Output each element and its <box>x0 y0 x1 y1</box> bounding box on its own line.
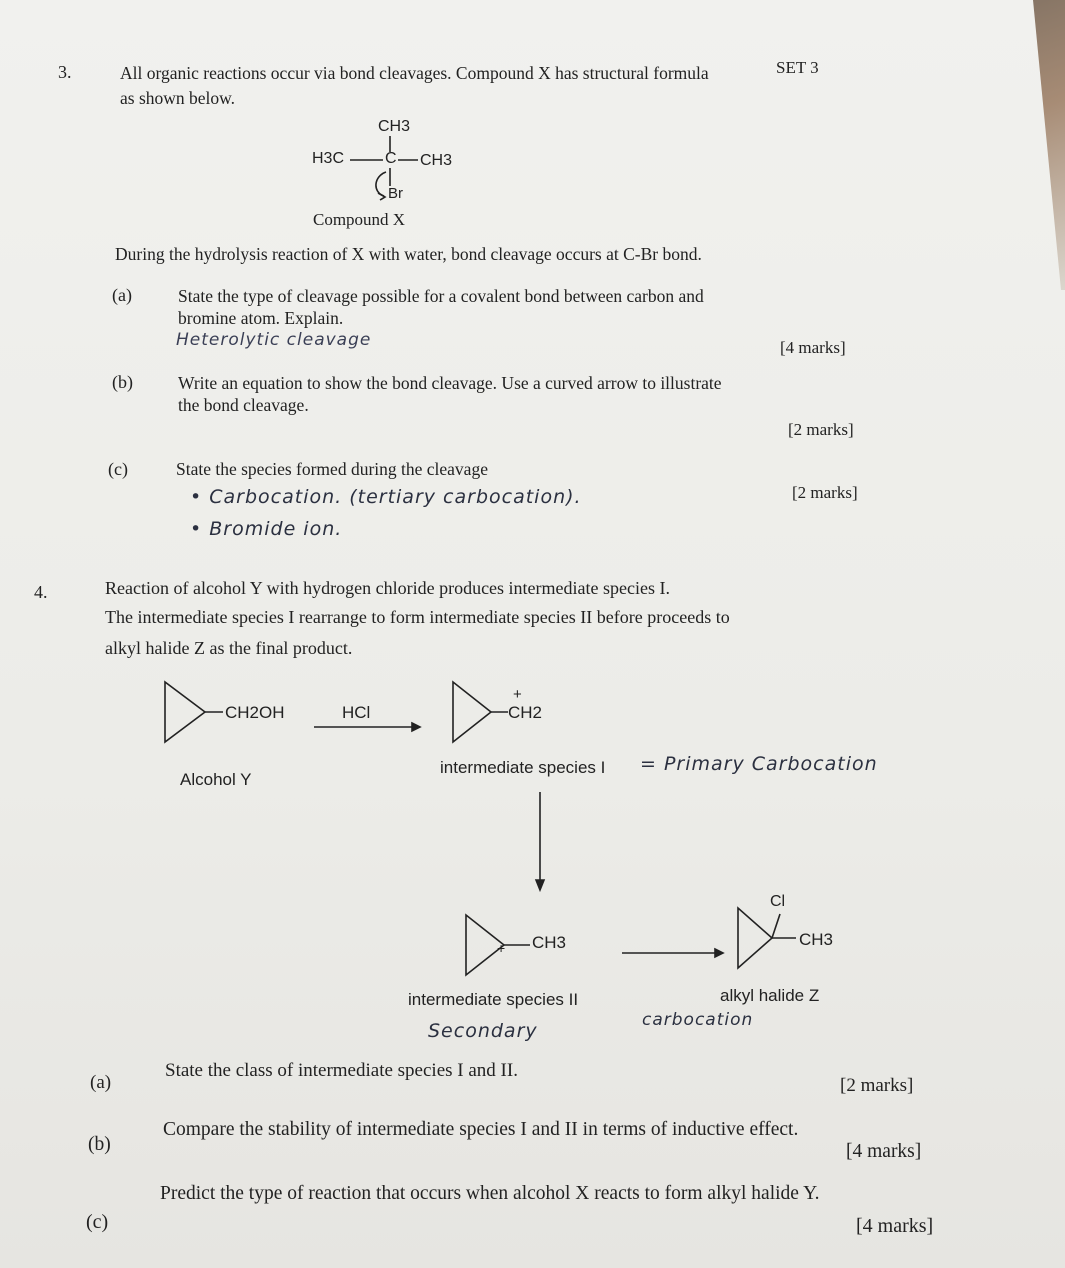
species2-plus-sign: + <box>497 940 506 956</box>
q3a-marks: [4 marks] <box>780 338 846 357</box>
q3-intro-line2: as shown below. <box>120 88 236 108</box>
product-group: CH3 <box>799 930 834 949</box>
species2-group: CH3 <box>532 933 567 952</box>
compound-x-center-atom: C <box>385 150 397 167</box>
q3-hydrolysis-text: During the hydrolysis reaction of X with water, bond cleavage occurs at C-Br bond. <box>115 244 702 264</box>
species2-handwritten-answer: Secondary <box>428 1020 538 1042</box>
q4a-marks: [2 marks] <box>840 1075 914 1096</box>
compound-x-left-group: H3C <box>312 150 345 167</box>
q3a-line1: State the type of cleavage possible for a covalent bond between carbon and <box>178 286 704 306</box>
cation-plus-sign: + <box>513 686 522 703</box>
cyclopropane-ring-ii <box>466 915 504 975</box>
q4c-marks: [4 marks] <box>856 1215 934 1237</box>
q3c-marks: [2 marks] <box>792 483 858 502</box>
q4-line3: alkyl halide Z as the final product. <box>105 638 353 658</box>
q3c-handwritten-answer1: • Carbocation. (tertiary carbocation). <box>190 486 582 508</box>
compound-x-bromine: Br <box>388 185 403 202</box>
ch3-top: CH3 <box>378 118 411 135</box>
alcohol-y-label: Alcohol Y <box>180 770 252 789</box>
cation-group: CH2 <box>508 703 543 722</box>
species1-handwritten-answer: = Primary Carbocation <box>640 753 878 775</box>
q3b-line2: the bond cleavage. <box>178 395 309 415</box>
q3-number: 3. <box>58 62 72 82</box>
cyclopropane-ring-z <box>738 908 772 968</box>
q4-number: 4. <box>34 582 48 602</box>
hcl-arrow-head <box>412 723 420 731</box>
q3a-line2: bromine atom. Explain. <box>178 308 344 328</box>
q3a-handwritten-answer: Heterolytic cleavage <box>176 330 372 350</box>
q3b-label: (b) <box>112 372 133 392</box>
species2-handwritten-answer2: carbocation <box>642 1010 754 1030</box>
cyclopropane-ring-i <box>453 682 491 742</box>
rearrangement-arrow-head <box>536 880 544 890</box>
q4b-text: Compare the stability of intermediate species I and II in terms of inductive effect. <box>163 1119 799 1140</box>
q3c-handwritten-answer2: • Bromide ion. <box>190 518 343 540</box>
q3a-label: (a) <box>112 285 132 305</box>
q4b-label: (b) <box>88 1134 111 1155</box>
set-label: SET 3 <box>776 58 819 77</box>
compound-x-right-group: CH3 <box>420 152 453 169</box>
reagent-hcl: HCl <box>342 703 371 722</box>
curved-arrow <box>376 172 386 196</box>
q4a-label: (a) <box>90 1072 112 1093</box>
alkyl-halide-z-label: alkyl halide Z <box>720 986 820 1005</box>
species1-label: intermediate species I <box>440 758 606 777</box>
q4a-text: State the class of intermediate species I and II. <box>165 1060 518 1081</box>
q3c-line1: State the species formed during the cleavage <box>176 459 488 479</box>
q4c-text: Predict the type of reaction that occurs when alcohol X reacts to form alkyl halide Y. <box>160 1183 820 1204</box>
q3c-label: (c) <box>108 459 128 479</box>
cyclopropane-ring-y <box>165 682 205 742</box>
q4-line2: The intermediate species I rearrange to form intermediate species II before proceeds to <box>105 607 730 627</box>
compound-x-caption: Compound X <box>313 210 406 229</box>
q4-line1: Reaction of alcohol Y with hydrogen chloride produces intermediate species I. <box>105 578 670 598</box>
q3b-marks: [2 marks] <box>788 420 854 439</box>
alcohol-group: CH2OH <box>225 703 285 722</box>
q3-intro-line1: All organic reactions occur via bond cleavages. Compound X has structural formula <box>120 63 709 83</box>
species2-label: intermediate species II <box>408 990 579 1009</box>
q3b-line1: Write an equation to show the bond cleavage. Use a curved arrow to illustrate <box>178 373 722 393</box>
product-arrow-head <box>715 949 723 957</box>
q4b-marks: [4 marks] <box>846 1141 922 1162</box>
bond-ring-cl <box>772 914 780 938</box>
product-chlorine: Cl <box>770 893 786 910</box>
q4c-label: (c) <box>86 1211 109 1233</box>
